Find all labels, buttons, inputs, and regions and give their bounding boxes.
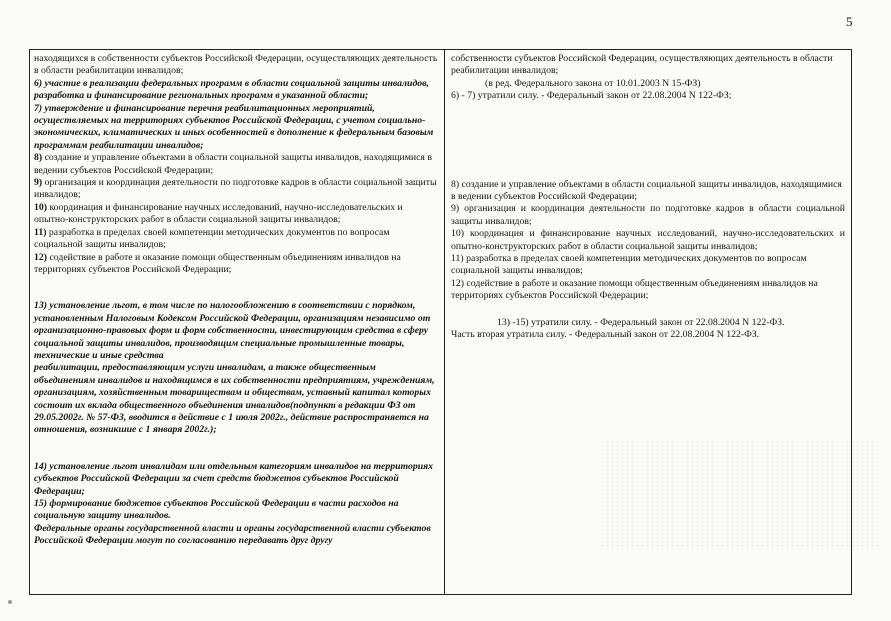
page-number: 5 [846,14,853,29]
paragraph: 6) участие в реализации федеральных программ в области социальной защиты инвалидов, разработка и финансирование региональных программ в указанной области; [34,77,429,102]
item-number: 10) [34,201,47,213]
item-text: разработка в пределах своей компетенции методических документов по вопросам социальной защиты инвалидов; [34,226,390,251]
paragraph: 7) утверждение и финансирование перечня реабилитационных мероприятий, осуществляемых на территориях субъектов Российской Федерации, с учетом социально-экономических, климатических и иных особенностей в дополнение к федеральным базовым программам реабилитации инвалидов; [34,102,434,151]
paragraph: 13) -15) утратили силу. - Федеральный закон от 22.08.2004 N 122-ФЗ. [497,316,785,328]
paragraph: 9) организация и координация деятельности по подготовке кадров в области социальной защиты инвалидов; [451,203,845,227]
paragraph: 10) координация и финансирование научных исследований, научно-исследовательских и опытно-конструкторских работ в области социальной защиты инвалидов; [451,228,845,252]
spacer [34,437,438,461]
paragraph: собственности субъектов Российской Федерации, осуществляющих деятельность в области реабилитации инвалидов; [451,53,833,77]
item-number: 9) [34,177,43,189]
paragraph: 13) установление льгот, в том числе по налогообложению в соответствии с порядком, установленным Налоговым Кодексом Российской Федерации, организациям независимо от организационно-правовых форм и форм собственности, инвестирующим средства в сферу социальной защиты инвалидов, производящим специальные промышленные товары, технические и иные средства [34,300,431,361]
paragraph: находящихся в собственности субъектов Российской Федерации, осуществляющих деятельность в области реабилитации инвалидов; [34,53,438,77]
left-column [30,50,445,594]
paragraph: Федеральные органы государственной власти и органы государственной власти субъектов Российской Федерации могут по согласованию передавать друг другу [34,522,431,547]
scan-mark [8,600,12,604]
item-number: 11) [34,226,47,238]
spacer [451,103,845,179]
paragraph: 6) - 7) утратили силу. - Федеральный закон от 22.08.2004 N 122-ФЗ; [451,90,732,102]
paragraph [34,177,438,202]
paragraph: 15) формирование бюджетов субъектов Российской Федерации в части расходов на социальную защиту инвалидов. [34,498,399,522]
paragraph: 11) разработка в пределах своей компетенции методических документов по вопросам социальной защиты инвалидов; [451,253,807,277]
item-number: 8) [34,152,43,164]
spacer [34,276,438,300]
paragraph: 12) содействие в работе и оказание помощи общественным объединениям инвалидов на территориях субъектов Российской Федерации; [451,277,818,302]
paragraph [34,202,438,227]
scan-noise [600,440,880,550]
paragraph [34,252,438,277]
item-text: содействие в работе и оказание помощи общественным объединениям инвалидов на территориях субъектов Российской Федерации; [34,251,401,275]
item-text: создание и управление объектами в области социальной защиты инвалидов, находящимися в ведении субъектов Российской Федерации; [34,152,432,176]
paragraph [34,152,438,177]
item-text: организация и координация деятельности по подготовке кадров в области социальной защиты инвалидов; [34,177,437,201]
paragraph: Часть вторая утратила силу. - Федеральный закон от 22.08.2004 N 122-ФЗ. [451,329,760,341]
paragraph: (в ред. Федерального закона от 10.01.2003 N 15-ФЗ) [485,77,701,89]
paragraph: реабилитации, предоставляющим услуги инвалидам, а также общественным объединениям инвалидов и находящимся в их собственности предприятиям, учреждениям, организациям, хозяйственным товариществам и обществам, уставный капитал которых состоит их вклада общественного объединения инвалидов(подпункт в редакции ФЗ от 29.05.2002г. № 57-ФЗ, вводится в действие с 1 июля 2002г., действие распространяется на отношения, возникшие с 1 января 2002г.); [34,362,435,436]
item-number: 12) [34,251,47,263]
paragraph: 8) создание и управление объектами в области социальной защиты инвалидов, находящимися в ведении субъектов Российской Федерации; [451,178,842,203]
spacer [451,303,845,317]
paragraph [34,227,438,252]
paragraph: 14) установление льгот инвалидам или отдельным категориям инвалидов на территориях субъектов Российской Федерации за счет средств бюджетов субъектов Российской Федерации; [34,460,434,497]
item-text: координация и финансирование научных исследований, научно-исследовательских и опытно-конструкторских работ в области социальной защиты инвалидов; [34,201,403,226]
